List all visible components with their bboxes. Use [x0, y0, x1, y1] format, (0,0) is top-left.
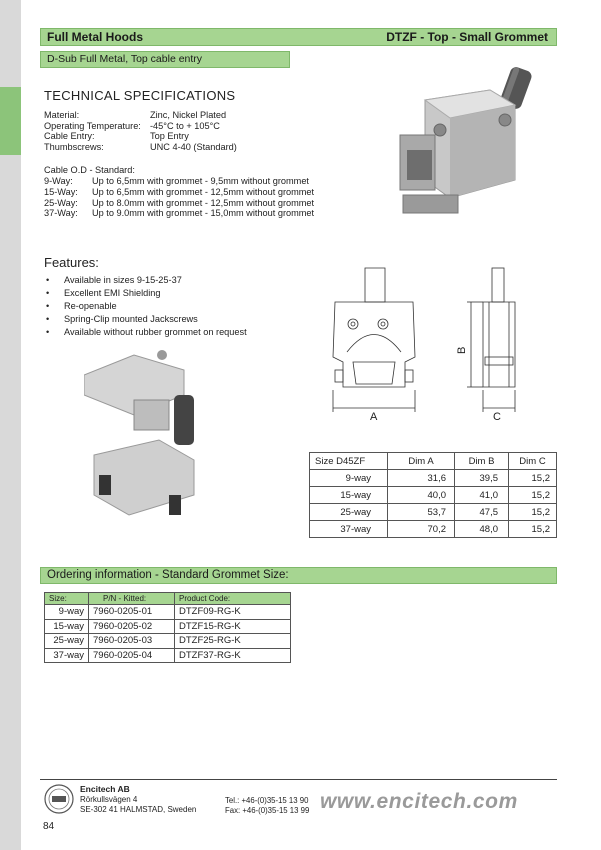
- dim-cell: 37-way: [310, 521, 388, 538]
- dim-cell: 15,2: [509, 521, 557, 538]
- ordering-table: [44, 592, 291, 663]
- tech-specs-title: TECHNICAL SPECIFICATIONS: [44, 88, 236, 103]
- dim-cell: 15,2: [509, 470, 557, 487]
- dim-header: Size D45ZF: [310, 453, 388, 470]
- ordering-row: [45, 605, 291, 620]
- bullet-icon: •: [46, 288, 50, 299]
- product-photo: [395, 60, 555, 230]
- feature-text: Spring-Clip mounted Jackscrews: [64, 314, 198, 325]
- front-view: [333, 268, 415, 412]
- feature-text: Re-openable: [64, 301, 117, 312]
- company-name: Encitech AB: [80, 784, 130, 794]
- ordering-title: Ordering information - Standard Grommet Size:: [47, 569, 289, 581]
- spec-key: Thumbscrews:: [44, 141, 104, 152]
- footer-rule: [40, 779, 557, 780]
- exploded-view: [84, 345, 244, 525]
- feature-text: Available in sizes 9-15-25-37: [64, 275, 182, 285]
- order-cell: DTZF09-RG-K: [175, 605, 291, 620]
- spec-key: Material:: [44, 110, 80, 120]
- spec-row: [44, 110, 237, 121]
- order-cell: 7960-0205-02: [89, 619, 175, 634]
- dim-header: Dim B: [455, 453, 509, 470]
- dim-b-label: B: [456, 346, 468, 354]
- dimension-row: [310, 521, 557, 538]
- dim-cell: 48,0: [455, 521, 509, 538]
- dimension-drawing: [325, 262, 555, 422]
- header-title: Full Metal Hoods: [47, 30, 143, 44]
- company-block: [80, 784, 196, 815]
- spec-value: Zinc, Nickel Plated: [150, 110, 227, 120]
- bullet-icon: •: [46, 275, 50, 285]
- cable-row: [44, 208, 314, 219]
- dimension-row: [310, 487, 557, 504]
- bullet-icon: •: [46, 327, 50, 338]
- left-sidebar: [0, 0, 21, 850]
- dimension-row: [310, 504, 557, 521]
- features-title: Features:: [44, 255, 99, 270]
- cable-key: 37-Way:: [44, 208, 78, 219]
- spec-row: [44, 131, 237, 142]
- subtitle-text: D-Sub Full Metal, Top cable entry: [47, 53, 203, 65]
- spec-row: [44, 142, 237, 153]
- dim-cell: 53,7: [388, 504, 455, 521]
- spec-key: Cable Entry:: [44, 131, 95, 142]
- dim-cell: 15,2: [509, 487, 557, 504]
- header-bar: [40, 28, 557, 46]
- dim-cell: 9-way: [310, 470, 388, 487]
- subtitle-bar: [40, 51, 290, 68]
- fax-number: Fax: +46-(0)35-15 13 99: [225, 805, 310, 815]
- order-cell: DTZF15-RG-K: [175, 619, 291, 634]
- side-view: [467, 268, 515, 412]
- page-number: 84: [43, 821, 55, 832]
- cable-od-table: [44, 176, 314, 219]
- dim-c-label: C: [493, 411, 501, 422]
- cable-row: [44, 187, 314, 198]
- dim-cell: 47,5: [455, 504, 509, 521]
- header-product: DTZF - Top - Small Grommet: [386, 30, 548, 44]
- feature-text: Excellent EMI Shielding: [64, 288, 161, 299]
- order-cell: 7960-0205-01: [89, 605, 175, 620]
- dimension-table: [309, 452, 557, 538]
- certification-seal-icon: [44, 784, 74, 814]
- feature-item: [46, 287, 247, 300]
- order-cell: DTZF25-RG-K: [175, 634, 291, 649]
- dim-cell: 39,5: [455, 470, 509, 487]
- dimension-header-row: [310, 453, 557, 470]
- sidebar-accent: [0, 87, 21, 155]
- feature-item: [46, 274, 247, 287]
- ordering-row: [45, 619, 291, 634]
- hood-body: [425, 90, 515, 198]
- feature-item: [46, 326, 247, 339]
- dim-cell: 40,0: [388, 487, 455, 504]
- dim-cell: 70,2: [388, 521, 455, 538]
- cable-od-title: Cable O.D - Standard:: [44, 165, 135, 175]
- website-link[interactable]: www.encitech.com: [320, 790, 518, 813]
- dim-cell: 41,0: [455, 487, 509, 504]
- ordering-header-row: [45, 593, 291, 605]
- dim-header: Dim C: [509, 453, 557, 470]
- cable-key: 15-Way:: [44, 186, 78, 197]
- dim-header: Dim A: [388, 453, 455, 470]
- phone-number: Tel.: +46-(0)35-15 13 90: [225, 796, 309, 805]
- ordering-row: [45, 648, 291, 663]
- order-cell: 25-way: [45, 634, 89, 649]
- cable-row: [44, 176, 314, 187]
- company-address-2: SE-302 41 HALMSTAD, Sweden: [80, 805, 197, 814]
- dim-cell: 15,2: [509, 504, 557, 521]
- feature-item: [46, 300, 247, 313]
- order-header: P/N - Kitted:: [89, 593, 175, 605]
- feature-item: [46, 313, 247, 326]
- dim-cell: 15-way: [310, 487, 388, 504]
- cable-key: 9-Way:: [44, 176, 73, 186]
- cable-value: Up to 8.0mm with grommet - 12,5mm without grommet: [92, 197, 315, 208]
- cable-key: 25-Way:: [44, 197, 78, 208]
- features-list: [46, 274, 247, 339]
- dim-cell: 25-way: [310, 504, 388, 521]
- spec-key: Operating Temperature:: [44, 120, 141, 131]
- order-cell: 9-way: [45, 605, 89, 620]
- contact-block: [225, 796, 309, 815]
- dim-cell: 31,6: [388, 470, 455, 487]
- spec-value: UNC 4-40 (Standard): [150, 141, 237, 152]
- order-cell: 7960-0205-03: [89, 634, 175, 649]
- spec-value: -45°C to + 105°C: [150, 120, 220, 131]
- cable-value: Up to 6,5mm with grommet - 9,5mm without grommet: [92, 176, 309, 186]
- order-header: Product Code:: [175, 593, 291, 605]
- order-cell: 15-way: [45, 619, 89, 634]
- feature-text: Available without rubber grommet on request: [64, 327, 247, 338]
- order-cell: 7960-0205-04: [89, 648, 175, 663]
- cable-row: [44, 198, 314, 209]
- dim-a-label: A: [370, 411, 378, 422]
- ordering-row: [45, 634, 291, 649]
- order-cell: 37-way: [45, 648, 89, 663]
- spec-value: Top Entry: [150, 131, 189, 142]
- company-address-1: Rörkullsvägen 4: [80, 795, 138, 804]
- bullet-icon: •: [46, 301, 50, 312]
- order-header: Size:: [45, 593, 89, 605]
- cable-value: Up to 6,5mm with grommet - 12,5mm without grommet: [92, 186, 315, 197]
- spec-row: [44, 121, 237, 132]
- order-cell: DTZF37-RG-K: [175, 648, 291, 663]
- spec-table: [44, 110, 237, 152]
- dimension-row: [310, 470, 557, 487]
- ordering-bar: [40, 567, 557, 584]
- bullet-icon: •: [46, 314, 50, 325]
- cable-value: Up to 9.0mm with grommet - 15,0mm without grommet: [92, 208, 315, 219]
